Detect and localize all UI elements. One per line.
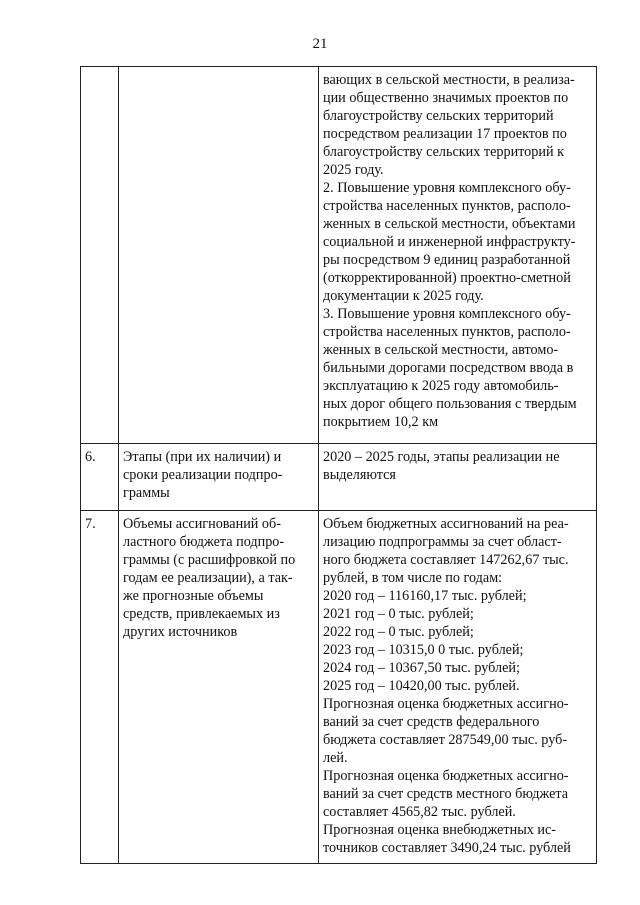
value-text-line: бильными дорогами посредством ввода в <box>323 360 574 376</box>
name-text-line: средств, привлекаемых из <box>123 606 280 622</box>
value-text-line: ных дорог общего пользования с твердым <box>323 396 577 412</box>
name-text-line: годам ее реализации), а так- <box>123 570 293 586</box>
value-text-line: вающих в сельской местности, в реализа- <box>323 72 575 88</box>
value-text-line: Прогнозная оценка внебюджетных ис- <box>323 822 556 838</box>
value-text-line: точников составляет 3490,24 тыс. рублей <box>323 840 571 856</box>
table-row <box>81 511 597 864</box>
name-text-line: Этапы (при их наличии) и <box>123 449 282 465</box>
row-name-cell <box>119 444 319 511</box>
value-text-line: ного бюджета составляет 147262,67 тыс. <box>323 552 569 568</box>
value-text-line: 3. Повышение уровня комплексного обу- <box>323 306 571 322</box>
value-text-line: женных в сельской местности, объектами <box>323 216 576 232</box>
row-value-cell <box>319 511 597 864</box>
value-text-line: ры посредством 9 единиц разработанной <box>323 252 571 268</box>
value-text-line: ваний за счет средств местного бюджета <box>323 786 569 802</box>
row-number-cell <box>81 67 119 444</box>
name-text-line: граммы (с расшифровкой по <box>123 552 296 568</box>
row-name-cell <box>119 67 319 444</box>
value-text-line: Прогнозная оценка бюджетных ассигно- <box>323 696 569 712</box>
value-text-line: посредством реализации 17 проектов по <box>323 126 567 142</box>
value-text-line: 2020 – 2025 годы, этапы реализации не <box>323 449 560 465</box>
value-text-line: стройства населенных пунктов, располо- <box>323 198 571 214</box>
value-text-line: составляет 4565,82 тыс. рублей. <box>323 804 516 820</box>
name-text-line: ластного бюджета подпро- <box>123 534 285 550</box>
value-text-line: лизацию подпрограммы за счет област- <box>323 534 562 550</box>
table-row <box>81 444 597 511</box>
value-text-line: лей. <box>323 750 348 766</box>
value-text-line: благоустройству сельских территорий <box>323 108 554 124</box>
name-text-line: Объемы ассигнований об- <box>123 516 281 532</box>
value-text-line: Объем бюджетных ассигнований на реа- <box>323 516 569 532</box>
value-text-line: социальной и инженерной инфраструкту- <box>323 234 576 250</box>
value-text-line: 2022 год – 0 тыс. рублей; <box>323 624 474 640</box>
page-number: 21 <box>312 36 328 52</box>
value-text-line: выделяются <box>323 467 396 483</box>
name-text-line: же прогнозные объемы <box>123 588 264 604</box>
value-text-line: благоустройству сельских территорий к <box>323 144 564 160</box>
value-text-line: эксплуатацию к 2025 году автомобиль- <box>323 378 559 394</box>
name-text-line: сроки реализации подпро- <box>123 467 283 483</box>
value-text-line: 2020 год – 116160,17 тыс. рублей; <box>323 588 527 604</box>
value-text-line: женных в сельской местности, автомо- <box>323 342 559 358</box>
row-number-cell: 7. <box>81 511 119 864</box>
value-text-line: рублей, в том числе по годам: <box>323 570 503 586</box>
table-row <box>81 67 597 444</box>
name-text-line: других источников <box>123 624 238 640</box>
value-text-line: 2021 год – 0 тыс. рублей; <box>323 606 474 622</box>
passport-table <box>80 66 597 864</box>
row-value-cell <box>319 67 597 444</box>
name-text-line: граммы <box>123 485 170 501</box>
value-text-line: 2025 год – 10420,00 тыс. рублей. <box>323 678 520 694</box>
value-text-line: 2023 год – 10315,0 0 тыс. рублей; <box>323 642 524 658</box>
row-name-cell <box>119 511 319 864</box>
value-text-line: 2. Повышение уровня комплексного обу- <box>323 180 571 196</box>
value-text-line: (откорректированной) проектно-сметной <box>323 270 571 286</box>
value-text-line: 2025 году. <box>323 162 384 178</box>
value-text-line: ции общественно значимых проектов по <box>323 90 569 106</box>
row-value-cell <box>319 444 597 511</box>
value-text-line: ваний за счет средств федерального <box>323 714 540 730</box>
row-number-cell: 6. <box>81 444 119 511</box>
value-text-line: стройства населенных пунктов, располо- <box>323 324 571 340</box>
value-text-line: покрытием 10,2 км <box>323 414 439 430</box>
value-text-line: документации к 2025 году. <box>323 288 484 304</box>
value-text-line: бюджета составляет 287549,00 тыс. руб- <box>323 732 568 748</box>
value-text-line: Прогнозная оценка бюджетных ассигно- <box>323 768 569 784</box>
value-text-line: 2024 год – 10367,50 тыс. рублей; <box>323 660 520 676</box>
